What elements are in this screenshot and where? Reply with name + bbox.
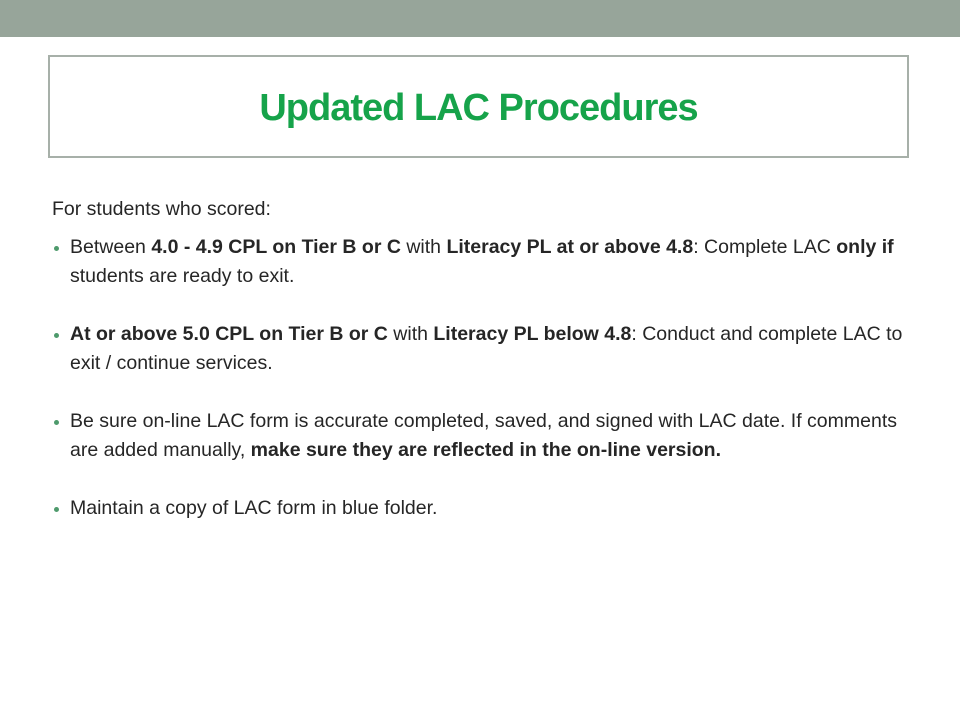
bullet-item — [52, 407, 912, 465]
bullet-text-bold: 4.0 - 4.9 CPL on Tier B or C — [151, 236, 401, 258]
bullet-list — [52, 233, 912, 523]
bullet-dot-icon — [54, 333, 59, 338]
bullet-item — [52, 320, 912, 378]
bullet-dot-icon — [54, 420, 59, 425]
title-box — [48, 55, 909, 158]
bullet-text: Maintain a copy of LAC form in blue folder. — [70, 497, 438, 519]
bullet-text: with — [387, 323, 434, 345]
bullet-dot-icon — [54, 246, 59, 251]
bullet-item — [52, 494, 912, 523]
bullet-text: with — [400, 236, 447, 258]
slide-content — [52, 195, 912, 552]
bullet-text-bold: At or above 5.0 CPL on Tier B or C — [70, 323, 388, 345]
bullet-text: Between — [70, 236, 152, 258]
bullet-text-bold: Literacy PL below 4.8 — [433, 323, 632, 345]
bullet-text-bold: make sure they are reflected in the on-line version. — [250, 439, 722, 461]
bullet-text: : Complete LAC — [693, 236, 837, 258]
bullet-item — [52, 233, 912, 291]
bullet-text: students are ready to exit. — [70, 265, 295, 287]
bullet-text: : Conduct and complete LAC to exit / continue services. — [70, 323, 903, 374]
bullet-text: Be sure on-line LAC form is accurate completed, saved, and signed with LAC date. If comments are added manually, — [70, 410, 897, 461]
bullet-text-bold: only if — [836, 236, 894, 258]
bullet-text-bold: Literacy PL at or above 4.8 — [446, 236, 694, 258]
slide-title: Updated LAC Procedures — [259, 87, 698, 129]
top-accent-bar — [0, 0, 960, 37]
bullet-dot-icon — [54, 507, 59, 512]
intro-text: For students who scored: — [52, 198, 271, 220]
